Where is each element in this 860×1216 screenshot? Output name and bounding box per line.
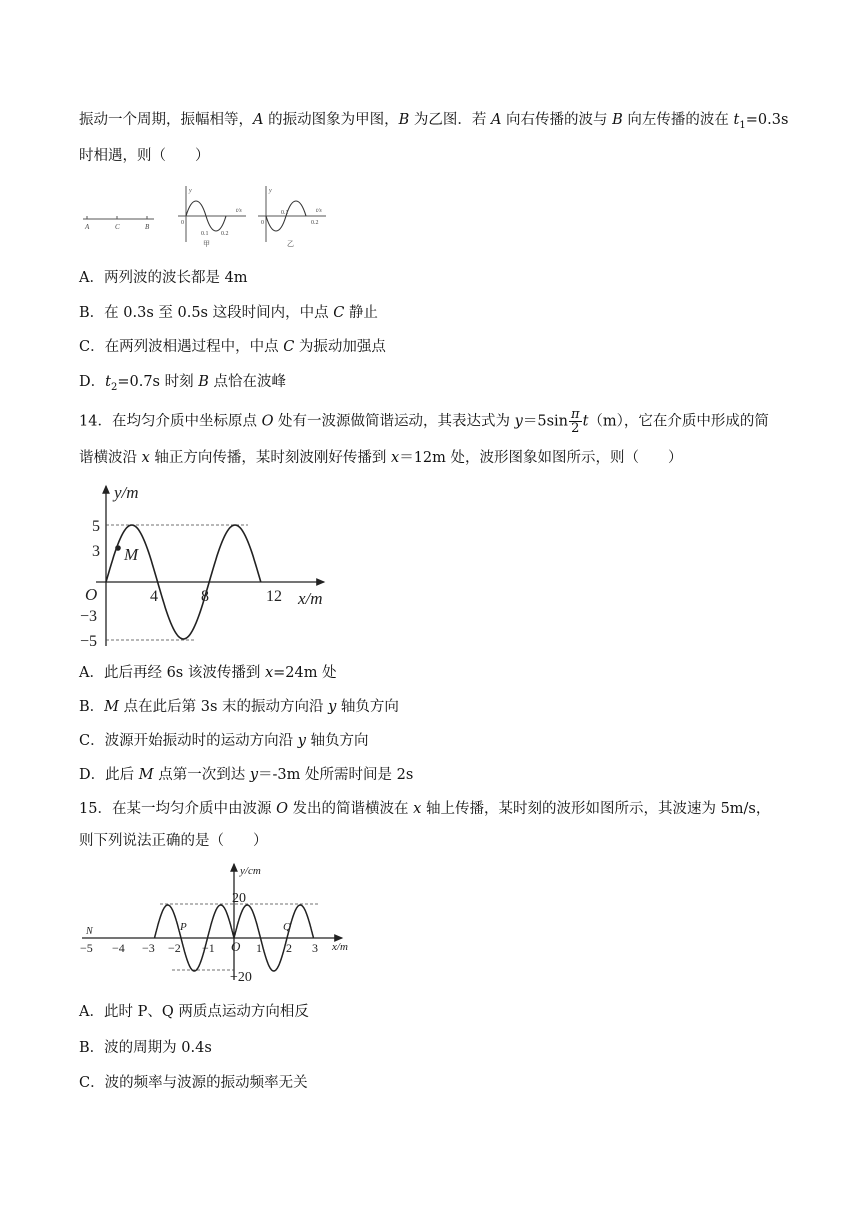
q14-option-b-text: 轴负方向 <box>336 699 399 715</box>
q13-option-c-text: 为振动加强点 <box>294 339 386 355</box>
q15-option-c-text: C．波的频率与波源的振动频率无关 <box>79 1075 308 1091</box>
q15-label-n: N <box>86 926 93 937</box>
q15-x-tick: 3 <box>312 941 318 955</box>
q13-option-d-text: =0.7s 时刻 <box>117 374 199 390</box>
q14-y-tick: −5 <box>80 633 98 650</box>
q13-var-a: A <box>490 112 502 128</box>
q13-stem-line-2 <box>79 146 210 166</box>
q13-jia-tick: 0.1 <box>201 231 209 237</box>
q14-option-a-text: A．此后再经 6s 该波传播到 <box>79 665 265 681</box>
q14-var-t: t <box>582 413 589 430</box>
q15-x-tick: 2 <box>286 941 292 955</box>
q15-option-a-text: A．此时 P、Q 两质点运动方向相反 <box>79 1004 309 1020</box>
q13-text: 的振动图象为甲图， <box>263 112 399 128</box>
q15-var-x: x <box>413 801 422 817</box>
q15-label-p: P <box>180 921 187 933</box>
q15-label-q: Q <box>283 921 291 933</box>
q13-figure <box>80 182 340 252</box>
q15-figure <box>80 860 370 984</box>
q15-text: 15．在某一均匀介质中由波源 <box>79 801 277 817</box>
q13-option-c <box>79 337 386 357</box>
q14-option-c <box>79 731 369 751</box>
q13-var-t: t <box>733 112 740 128</box>
q14-option-a-text: =24m 处 <box>273 665 337 681</box>
q13-var-t: t <box>105 374 111 390</box>
q14-x-tick: 4 <box>150 588 158 605</box>
q14-var-x: x <box>264 665 274 681</box>
q14-option-d-text: D．此后 <box>79 767 139 783</box>
q14-var-y: y <box>514 413 523 430</box>
q13-option-a-text: A．两列波的波长都是 4m <box>79 270 248 286</box>
q14-stem-line-1 <box>79 408 769 435</box>
q15-option-b-text: B．波的周期为 0.4s <box>79 1040 212 1056</box>
q15-x-tick: −5 <box>80 941 93 955</box>
q15-text: 发出的简谐横波在 <box>287 801 414 817</box>
q15-x-tick: −4 <box>112 941 125 955</box>
q14-var-y: y <box>249 767 259 783</box>
q13-option-b <box>79 303 378 323</box>
q14-origin: O <box>85 585 98 604</box>
q14-x-tick: 8 <box>201 588 209 605</box>
q14-option-b <box>79 697 399 717</box>
q13-sub: 2 <box>110 381 118 393</box>
q13-yi-tick: 0.2 <box>311 220 319 226</box>
q13-jia-origin: 0 <box>181 220 184 226</box>
q13-jia-t-label: t/s <box>236 208 242 214</box>
q15-x-tick: 1 <box>256 941 262 955</box>
q13-option-a <box>79 268 248 288</box>
q13-time-value: =0.3s <box>745 112 789 128</box>
q15-x-label: x/m <box>332 941 348 953</box>
q15-y-top: 20 <box>232 891 246 906</box>
q13-option-d <box>79 372 286 398</box>
q13-text: 为乙图．若 <box>409 112 491 128</box>
q15-x-tick: −2 <box>168 941 181 955</box>
q15-x-tick: −3 <box>142 941 155 955</box>
q14-text: 14．在均匀介质中坐标原点 <box>79 413 262 430</box>
q14-option-a <box>79 663 337 683</box>
q14-stem-line-2 <box>79 448 683 468</box>
q14-var-y: y <box>328 699 337 715</box>
q13-yi-caption: 乙 <box>287 240 294 248</box>
q13-label-b: B <box>145 223 150 231</box>
q13-yi-y-label: y <box>269 188 272 194</box>
q14-option-d-text: 点第一次到达 <box>153 767 250 783</box>
q13-jia-tick: 0.2 <box>221 231 229 237</box>
q13-var-b: B <box>612 112 623 128</box>
q13-var-c: C <box>283 339 295 355</box>
q14-y-label: y/m <box>114 483 139 502</box>
q13-var-b: B <box>198 374 209 390</box>
q14-y-tick: −3 <box>80 608 98 625</box>
q14-option-d-text: ＝-3m 处所需时间是 2s <box>258 767 414 783</box>
q14-text: ＝12m 处，波形图象如图所示，则（ ） <box>399 450 683 466</box>
q14-y-tick: 5 <box>92 518 100 535</box>
q14-option-c-text: 轴负方向 <box>305 733 369 749</box>
q14-fraction <box>569 408 582 435</box>
q13-label-c: C <box>115 223 120 231</box>
q14-figure <box>80 478 340 650</box>
q13-option-c-text: C．在两列波相遇过程中，中点 <box>79 339 284 355</box>
q13-text: 振动一个周期，振幅相等， <box>79 112 253 128</box>
q14-x-label: x/m <box>298 589 323 608</box>
q14-frac-num: π <box>571 407 580 422</box>
q15-x-tick: −1 <box>202 941 215 955</box>
q13-yi-t-label: t/s <box>316 208 322 214</box>
q15-text: 则下列说法正确的是（ ） <box>79 833 268 849</box>
q15-option-a <box>79 1002 309 1022</box>
q13-sub: 1 <box>739 119 746 131</box>
q15-text: 轴上传播，某时刻的波形如图所示，其波速为 5m/s， <box>421 801 771 817</box>
q13-label-a: A <box>85 223 90 231</box>
q14-option-d <box>79 765 413 785</box>
q13-var-b: B <box>398 112 410 128</box>
q13-option-b-text: 静止 <box>344 305 378 321</box>
q13-text: 时相遇，则（ ） <box>79 148 210 164</box>
q13-yi-tick: 0.1 <box>281 210 289 216</box>
q15-option-c <box>79 1073 308 1093</box>
q14-var-y: y <box>297 733 306 749</box>
q13-yi-origin: 0 <box>261 220 264 226</box>
q15-var-o: O <box>276 801 288 817</box>
q15-stem-line-1 <box>79 799 770 819</box>
q15-option-b <box>79 1038 212 1058</box>
q13-option-b-text: B．在 0.3s 至 0.5s 这段时间内，中点 <box>79 305 334 321</box>
q13-stem-line-1 <box>79 110 788 136</box>
q15-stem-line-2 <box>79 831 268 851</box>
q13-option-d-text: D． <box>79 374 106 390</box>
q13-text: 向左传播的波在 <box>622 112 734 128</box>
q14-text: 轴正方向传播，某时刻波刚好传播到 <box>149 450 392 466</box>
q14-x-tick: 12 <box>266 588 282 605</box>
q14-option-b-text: B． <box>79 699 105 715</box>
q15-origin: O <box>231 939 241 954</box>
q15-y-label: y/cm <box>240 865 261 877</box>
q14-option-b-text: 点在此后第 3s 末的振动方向沿 <box>119 699 329 715</box>
q13-jia-caption: 甲 <box>203 240 210 248</box>
q14-text: （m），它在介质中形成的简 <box>588 413 769 430</box>
q14-var-x: x <box>391 450 400 466</box>
q14-var-m: M <box>138 767 154 783</box>
q14-text: ＝5sin <box>522 413 569 430</box>
q14-var-o: O <box>261 413 274 430</box>
q13-var-a: A <box>253 112 264 128</box>
q14-var-x: x <box>141 450 150 466</box>
q14-frac-den: 2 <box>571 421 580 436</box>
q14-text: 处有一波源做简谐运动，其表达式为 <box>273 413 515 430</box>
q13-var-c: C <box>333 305 345 321</box>
q13-jia-y-label: y <box>189 188 192 194</box>
q14-var-m: M <box>104 699 120 715</box>
q14-point-m <box>115 545 121 551</box>
q14-label-m: M <box>124 545 139 564</box>
q13-text: 向右传播的波与 <box>501 112 613 128</box>
q15-y-bottom: −20 <box>230 970 252 984</box>
q14-option-c-text: C．波源开始振动时的运动方向沿 <box>79 733 298 749</box>
q14-y-tick: 3 <box>92 543 100 560</box>
q13-option-d-text: 点恰在波峰 <box>208 374 286 390</box>
q14-text: 谐横波沿 <box>79 450 142 466</box>
